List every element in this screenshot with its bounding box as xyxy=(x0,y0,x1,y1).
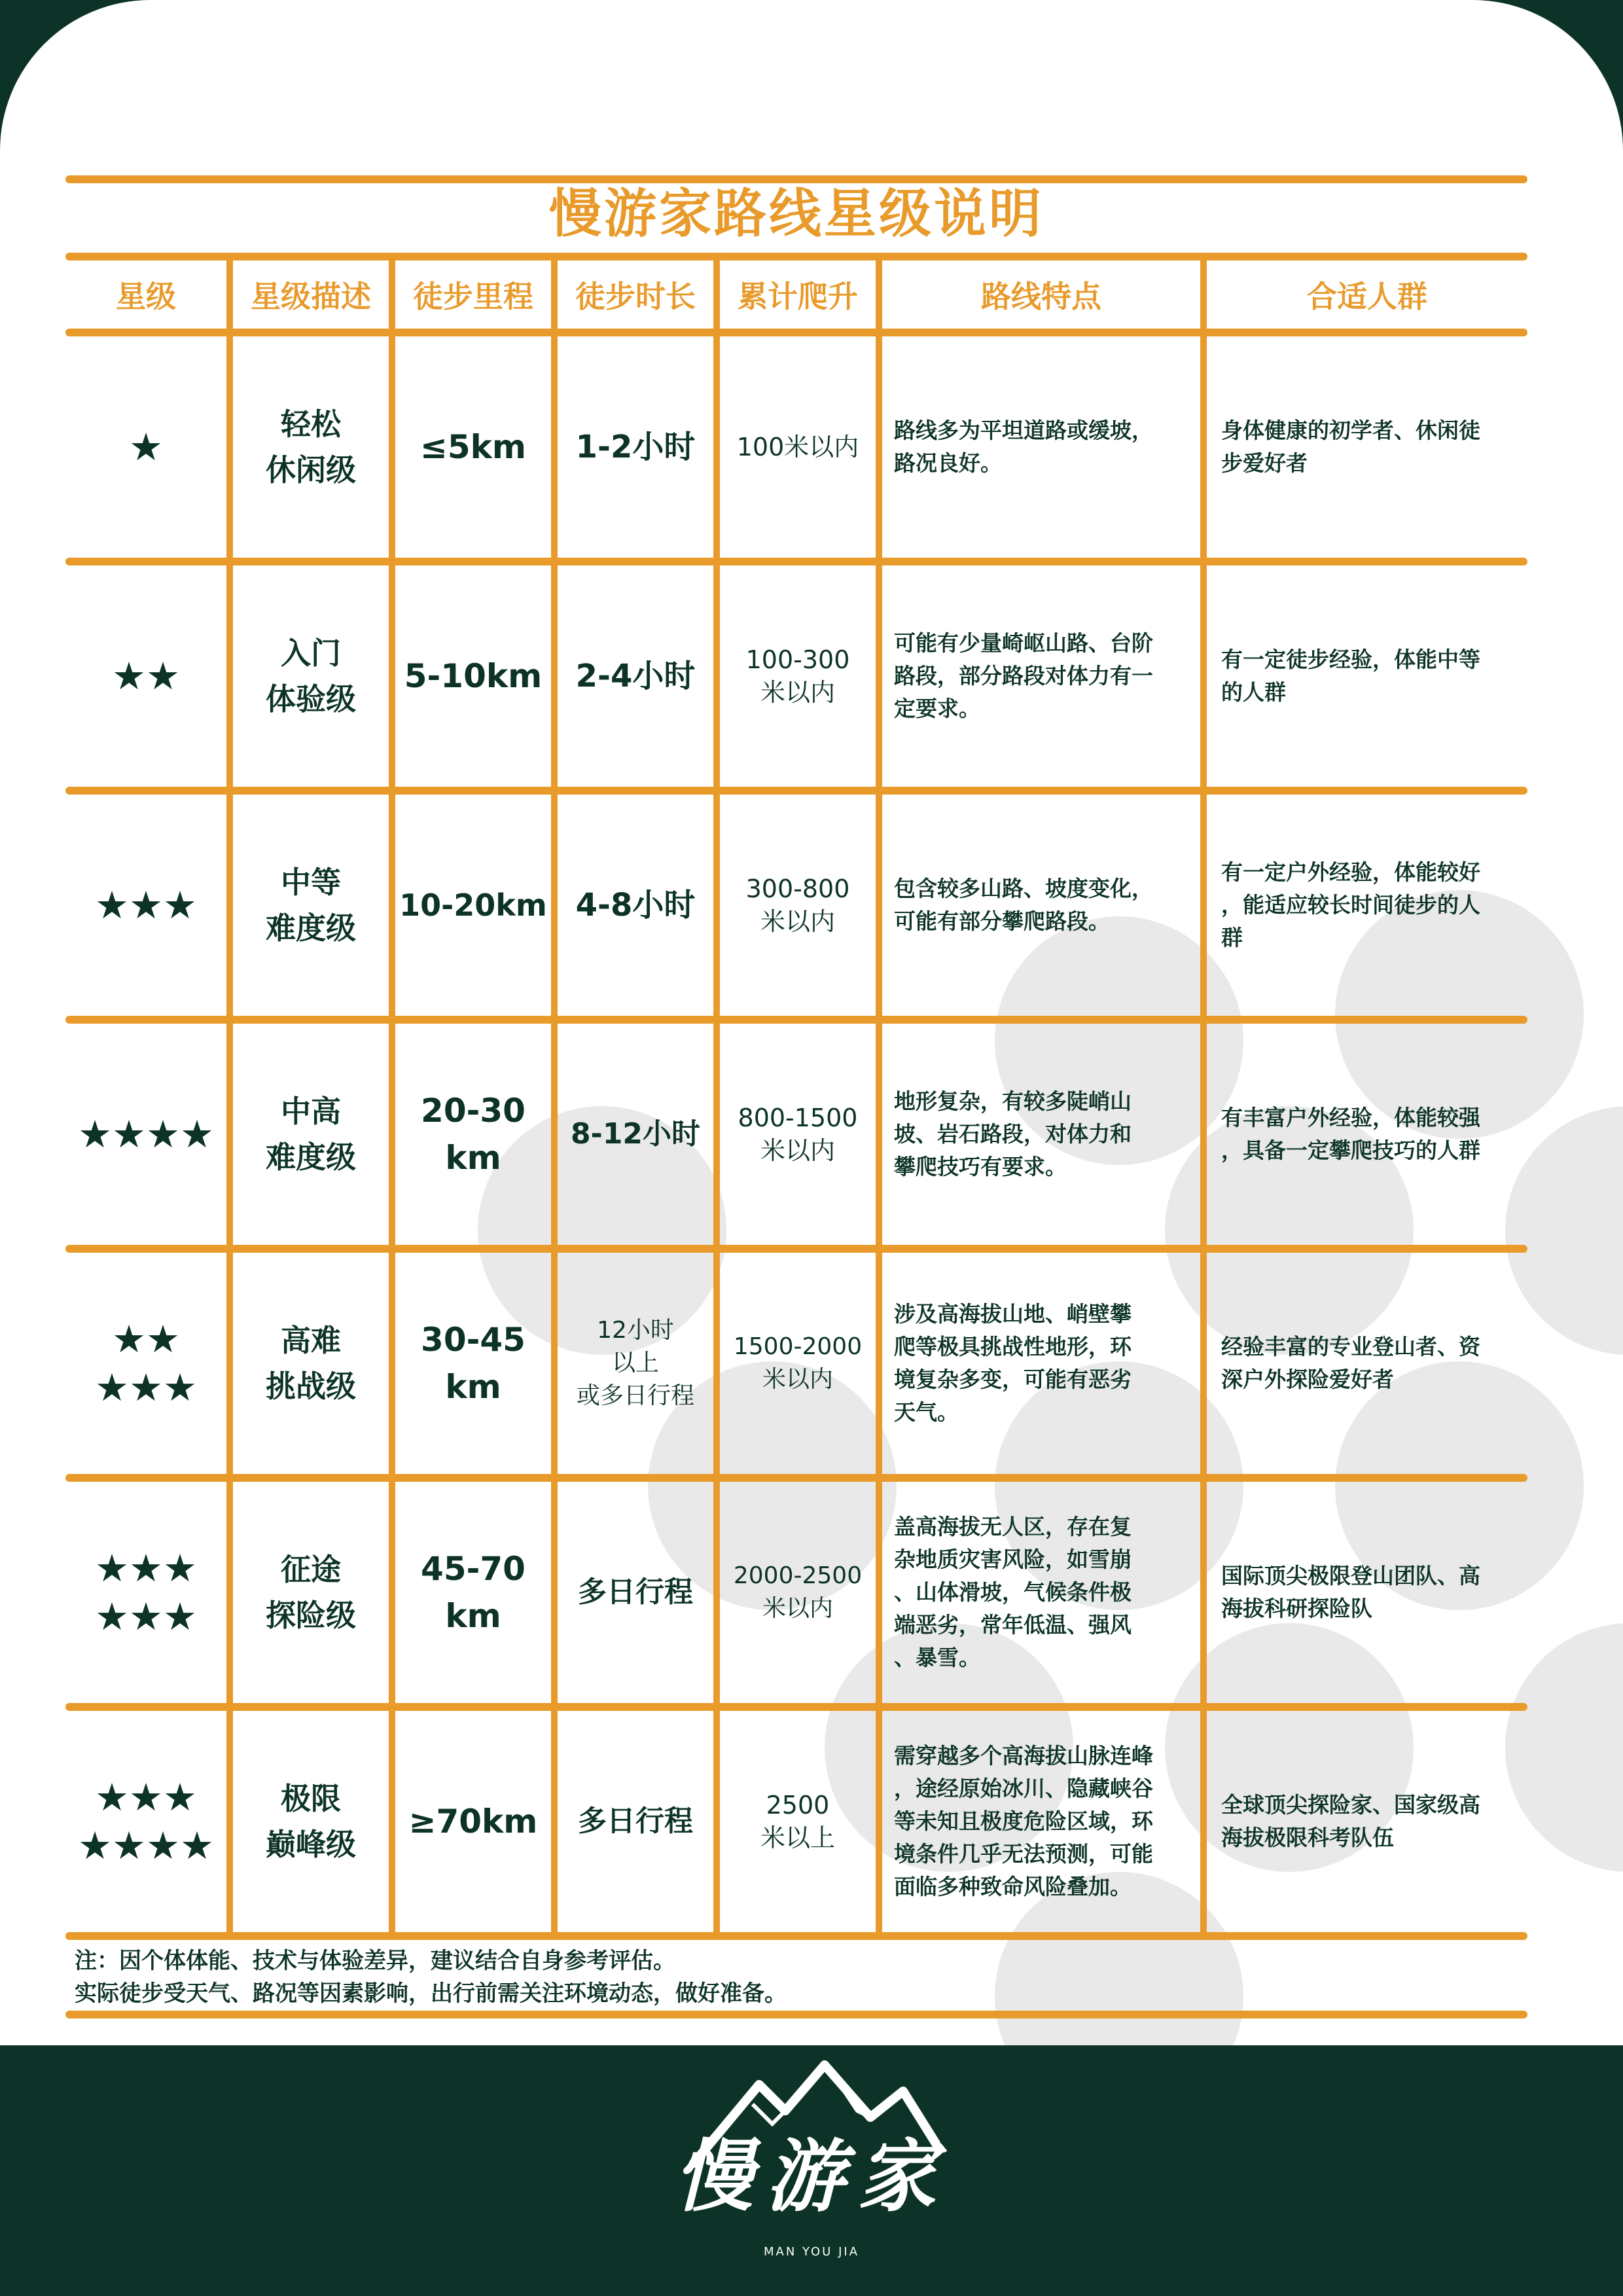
row-desc: 征途 探险级 xyxy=(266,1552,356,1633)
header-feature: 路线特点 xyxy=(981,279,1101,314)
row-climb: 2000-2500 米以内 xyxy=(733,1562,863,1622)
row-crowd: 经验丰富的专业登山者、资 深户外探险爱好者 xyxy=(1221,1334,1480,1392)
rule-table-bottom xyxy=(65,1932,1527,1940)
row-distance: 30-45 km xyxy=(421,1321,526,1406)
brand-logo-text: 慢游家 xyxy=(674,2130,949,2223)
row-duration: 4-8小时 xyxy=(575,887,696,924)
row-feature: 可能有少量崎岖山路、台阶 路段，部分路段对体力有一 定要求。 xyxy=(894,630,1153,721)
row-distance: 10-20km xyxy=(399,888,547,923)
row-stars: ★★★ xyxy=(95,883,197,927)
table-row xyxy=(0,1482,1623,1703)
rule-row xyxy=(65,787,1527,795)
row-climb: 100米以内 xyxy=(736,433,859,461)
rule-header-top xyxy=(65,253,1527,260)
row-feature: 地形复杂，有较多陡峭山 坡、岩石路段，对体力和 攀爬技巧有要求。 xyxy=(894,1088,1132,1179)
row-duration: 2-4小时 xyxy=(575,658,696,694)
footnote-2: 实际徒步受天气、路况等因素影响，出行前需关注环境动态，做好准备。 xyxy=(75,1981,787,2007)
row-crowd: 有一定徒步经验，体能中等 的人群 xyxy=(1221,647,1480,705)
row-feature: 涉及高海拔山地、峭壁攀 爬等极具挑战性地形，环 境复杂多变，可能有恶劣 天气。 xyxy=(894,1301,1132,1425)
rule-header-bottom xyxy=(65,329,1527,336)
table-row xyxy=(0,1253,1623,1474)
header-duration: 徒步时长 xyxy=(575,279,696,314)
row-feature: 盖高海拔无人区，存在复 杂地质灾害风险，如雪崩 、山体滑坡，气候条件极 端恶劣，常年低温、强风 、暴雪。 xyxy=(894,1514,1132,1670)
page-title: 慢游家路线星级说明 xyxy=(549,183,1044,244)
row-climb: 100-300 米以内 xyxy=(745,645,850,707)
rule-row xyxy=(65,558,1527,565)
rule-row xyxy=(65,1474,1527,1482)
row-climb: 300-800 米以内 xyxy=(745,874,850,936)
row-desc: 高难 挑战级 xyxy=(266,1323,356,1404)
rule-row xyxy=(65,1245,1527,1253)
row-feature: 需穿越多个高海拔山脉连峰 ，途经原始冰川、隐藏峡谷 等未知且极度危险区域，环 境条件几乎无法预测，可能 面临多种致命风险叠加。 xyxy=(894,1743,1153,1899)
row-duration: 1-2小时 xyxy=(575,429,696,465)
row-distance: 5-10km xyxy=(404,657,543,695)
row-desc: 极限 巅峰级 xyxy=(266,1781,356,1862)
row-stars: ★★ xyxy=(112,654,180,698)
row-desc: 入门 体验级 xyxy=(266,636,356,717)
row-stars: ★★ ★★★ xyxy=(95,1317,197,1410)
row-distance: ≤5km xyxy=(419,428,527,466)
row-desc: 中等 难度级 xyxy=(266,865,356,946)
footnote-1: 注：因个体体能、技术与体验差异，建议结合自身参考评估。 xyxy=(75,1948,675,1974)
row-crowd: 全球顶尖探险家、国家级高 海拔极限科考队伍 xyxy=(1221,1792,1480,1850)
row-climb: 800-1500 米以内 xyxy=(738,1103,858,1165)
row-distance: ≥70km xyxy=(408,1803,538,1840)
row-feature: 路线多为平坦道路或缓坡， 路况良好。 xyxy=(894,418,1153,476)
row-stars: ★★★ ★★★ xyxy=(95,1546,197,1639)
table-row xyxy=(0,565,1623,787)
row-crowd: 有一定户外经验，体能较好 ，能适应较长时间徒步的人 群 xyxy=(1221,859,1480,950)
row-duration: 多日行程 xyxy=(578,1575,693,1609)
table-row xyxy=(0,336,1623,558)
table-row xyxy=(0,1711,1623,1932)
rule-row xyxy=(65,1016,1527,1024)
rule-bottom xyxy=(65,2011,1527,2018)
brand-logo-subtitle: MAN YOU JIA xyxy=(763,2245,860,2259)
row-duration: 8-12小时 xyxy=(570,1117,701,1151)
row-distance: 20-30 km xyxy=(421,1092,526,1177)
rule-row xyxy=(65,1703,1527,1711)
table-row xyxy=(0,795,1623,1016)
row-duration: 多日行程 xyxy=(578,1804,693,1838)
row-desc: 中高 难度级 xyxy=(266,1094,356,1175)
row-crowd: 国际顶尖极限登山团队、高 海拔科研探险队 xyxy=(1221,1563,1480,1621)
row-stars: ★ xyxy=(129,425,163,469)
row-climb: 1500-2000 米以内 xyxy=(733,1333,863,1393)
header-distance: 徒步里程 xyxy=(413,279,533,314)
header-crowd: 合适人群 xyxy=(1307,279,1427,314)
row-distance: 45-70 km xyxy=(421,1550,526,1635)
row-crowd: 有丰富户外经验，体能较强 ，具备一定攀爬技巧的人群 xyxy=(1221,1105,1480,1163)
row-stars: ★★★★ xyxy=(78,1112,214,1157)
row-climb: 2500 米以上 xyxy=(760,1791,835,1852)
row-feature: 包含较多山路、坡度变化， 可能有部分攀爬路段。 xyxy=(894,876,1153,934)
header-stars: 星级 xyxy=(116,279,176,314)
row-stars: ★★★ ★★★★ xyxy=(78,1775,214,1868)
table-row xyxy=(0,1024,1623,1245)
row-crowd: 身体健康的初学者、休闲徒 步爱好者 xyxy=(1221,418,1480,476)
row-duration: 12小时 以上 或多日行程 xyxy=(576,1317,694,1409)
row-desc: 轻松 休闲级 xyxy=(266,406,356,488)
header-desc: 星级描述 xyxy=(251,279,371,314)
header-climb: 累计爬升 xyxy=(738,279,858,314)
